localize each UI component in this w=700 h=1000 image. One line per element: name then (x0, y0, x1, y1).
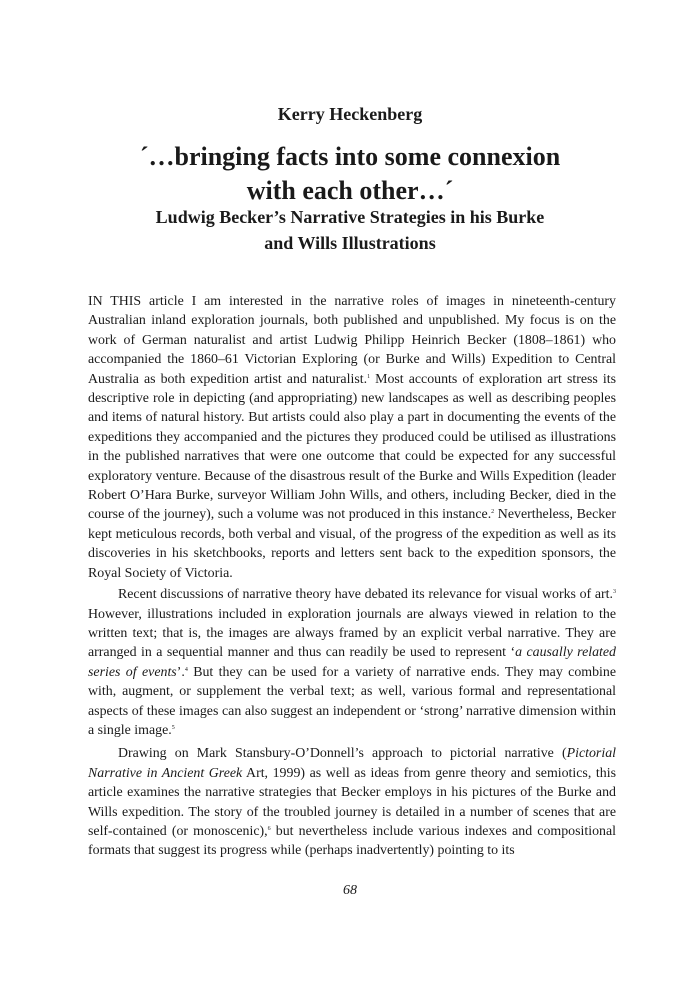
paragraph-1 (88, 292, 616, 583)
footnote-ref-5: 5 (171, 724, 175, 731)
article-body (88, 292, 616, 861)
p1-text-b: Most accounts of exploration art stress its descriptive role in depicting (and appropriating) new landscapes as well as describing peoples and items of natural history. But artists could also play a part in documenting the events of the expeditions they accompanied and the pictures they produced could be utilised as illustrations in the published narratives that were one outcome that could be expected for any successful exploratory venture. Because of the disastrous result of the Burke and Wills Expedition (leader Robert O’Hara Burke, surveyor William John Wills, and others, including Becker, died in the course of the journey), such a volume was not produced in this instance. (88, 371, 616, 523)
p2-text-b: However, illustrations included in exploration journals are always viewed in relation to the written text; that is, the images are always framed by an explicit verbal narrative. They are arranged in a sequential manner and thus can readily be used to represent ‘ (88, 606, 616, 661)
subtitle-line-1: Ludwig Becker’s Narrative Strategies in his Burke (155, 207, 545, 227)
p2-text-c: ’. (176, 664, 185, 680)
paragraph-2 (88, 585, 616, 740)
paragraph-3 (88, 744, 616, 860)
footnote-ref-6: 6 (267, 825, 271, 832)
footnote-ref-3: 3 (613, 589, 616, 596)
footnote-ref-2: 2 (491, 509, 495, 516)
p2-emphasis: a causally related series of events (88, 645, 617, 680)
p3-emphasis: Pictorial Narrative in Ancient Greek (88, 746, 616, 781)
p1-text-c: Nevertheless, Becker kept meticulous records, both verbal and visual, of the progress of the expedition as well as its discoveries in his sketchbooks, reports and letters sent back to the expedition sponsors, the Royal Society of Victoria. (88, 507, 616, 581)
p1-text-a: IN THIS article I am interested in the narrative roles of images in nineteenth-century Australian inland exploration journals, both published and unpublished. My focus is on the work of German naturalist and artist Ludwig Philipp Heinrich Becker (1808–1861) who accompanied the 1860–61 Victorian Exploring (or Burke and Wills) Expedition to Central Australia as both expedition artist and naturalist. (88, 294, 616, 387)
author-name: Kerry Heckenberg (277, 104, 423, 124)
p2-text-d: But they can be used for a variety of narrative ends. They may combine with, augment, or supplement the verbal text; as well, various formal and representational aspects of these images can also suggest an independent or ‘strong’ narrative dimension within a single image. (88, 664, 616, 738)
title-line-2: with each other…´ (246, 176, 454, 205)
p2-text-a: Recent discussions of narrative theory have debated its relevance for visual works of art. (118, 587, 613, 603)
footnote-ref-1: 1 (367, 373, 371, 380)
article-subtitle (0, 204, 700, 256)
title-line-1: ´…bringing facts into some connexion (139, 142, 561, 171)
subtitle-line-2: and Wills Illustrations (264, 233, 436, 253)
p3-text-a: Drawing on Mark Stansbury-O’Donnell’s approach to pictorial narrative ( (118, 746, 567, 762)
article-title (0, 140, 700, 208)
p3-text-c: but nevertheless include various indexes and compositional formats that suggest its progress while (perhaps inadvertently) pointing to its (88, 823, 616, 859)
footnote-ref-4: 4 (184, 666, 188, 673)
page-number: 68 (343, 883, 357, 898)
p3-text-b: Art, 1999) as well as ideas from genre theory and semiotics, this article examines the narrative strategies that Becker employs in his pictures of the Burke and Wills expedition. The story of the troubled journey is detailed in a number of scenes that are self-contained (or monoscenic), (88, 765, 616, 839)
